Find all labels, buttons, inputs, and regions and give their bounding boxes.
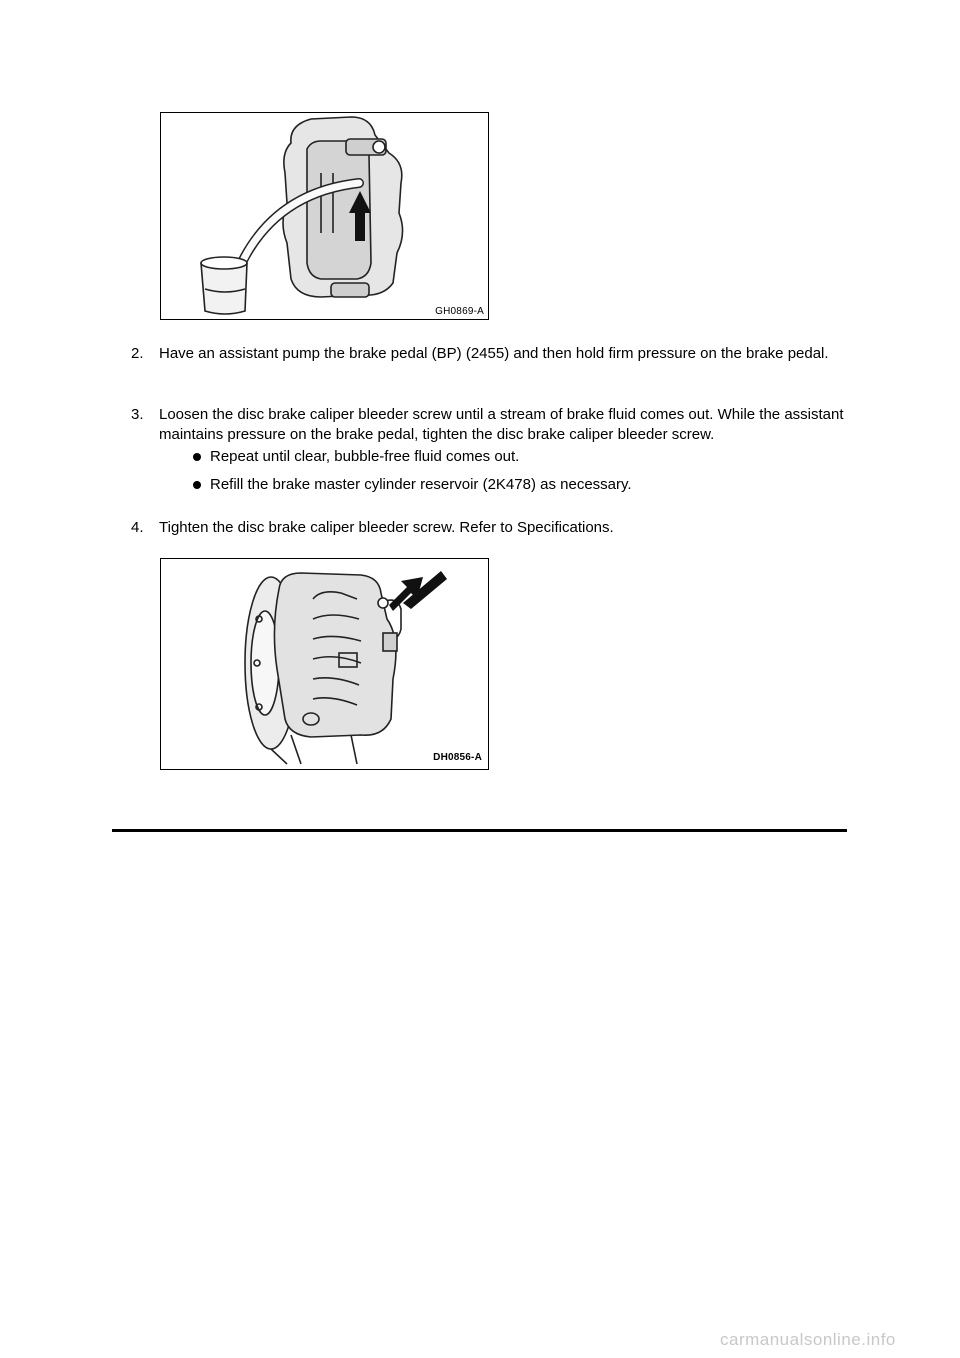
bullet-text: Repeat until clear, bubble-free fluid comes out. <box>210 448 520 465</box>
watermark-text: carmanualsonline.info <box>720 1330 896 1349</box>
step-number: 3. <box>131 406 144 423</box>
figure-code-label: GH0869-A <box>435 306 484 317</box>
caliper-rotor-illustration <box>161 559 488 769</box>
bullet-text: Refill the brake master cylinder reservoir (2K478) as necessary. <box>210 476 632 493</box>
figure-code-label: DH0856-A <box>433 752 482 763</box>
step-number: 2. <box>131 345 144 362</box>
step-text: Have an assistant pump the brake pedal (BP) (2455) and then hold firm pressure on the brake pedal. <box>159 345 829 362</box>
bullet-dot-icon <box>193 481 201 489</box>
step-text: Loosen the disc brake caliper bleeder screw until a stream of brake fluid comes out. While the assistant maintains pressure on the brake pedal, tighten the disc brake caliper bleeder screw. <box>159 406 844 443</box>
figure-caliper-bleeder-screw <box>160 558 489 770</box>
step-2 <box>131 344 851 364</box>
step-4 <box>131 518 851 538</box>
step-number: 4. <box>131 519 144 536</box>
step-3 <box>131 405 851 445</box>
section-divider <box>112 829 847 832</box>
bullet-item <box>193 475 632 495</box>
figure-bleeder-hose <box>160 112 489 320</box>
caliper-hose-illustration <box>161 113 488 319</box>
bullet-item <box>193 447 519 467</box>
bullet-dot-icon <box>193 453 201 461</box>
step-text: Tighten the disc brake caliper bleeder screw. Refer to Specifications. <box>159 519 614 536</box>
